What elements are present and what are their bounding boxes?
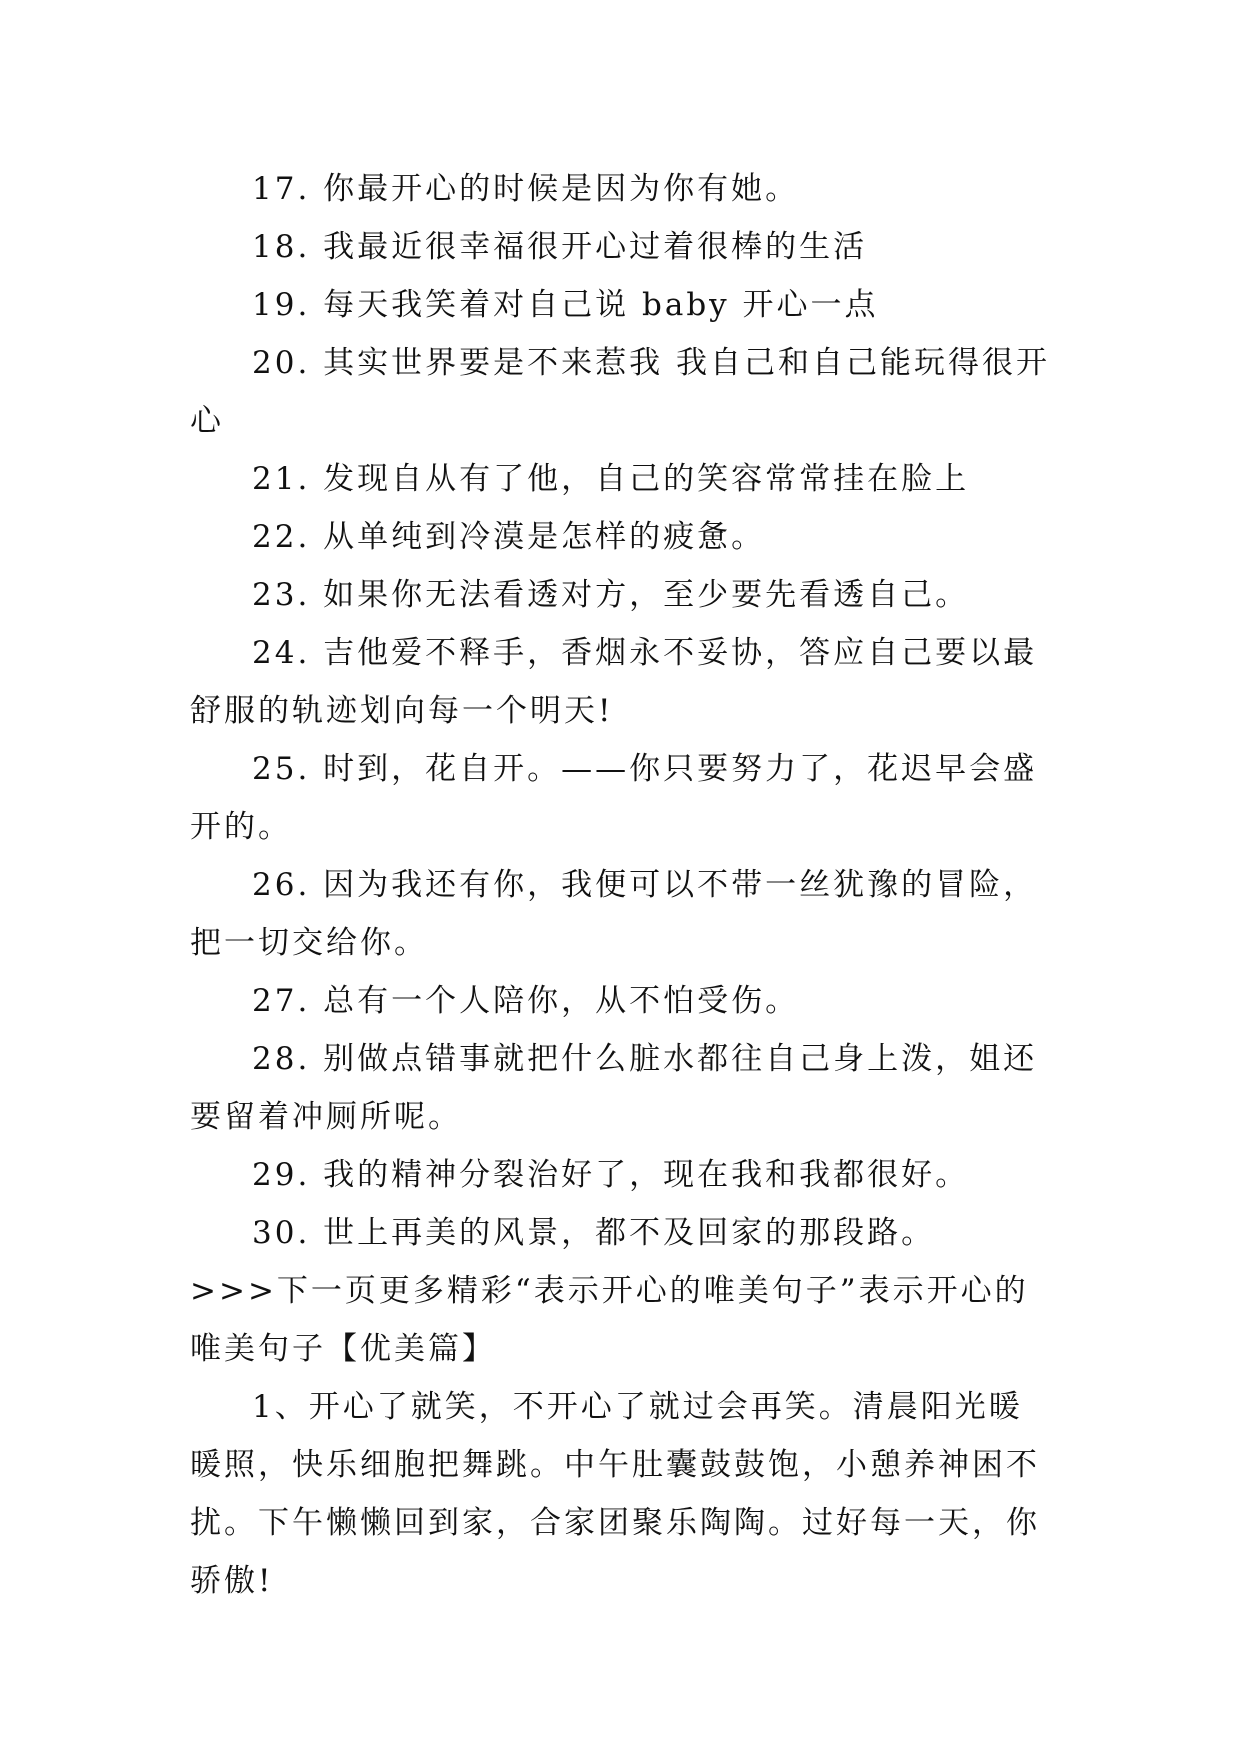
paragraph-27: 27. 总有一个人陪你，从不怕受伤。 <box>252 983 800 1019</box>
paragraph-22: 22. 从单纯到冷漠是怎样的疲惫。 <box>252 519 766 555</box>
paragraph-23: 23. 如果你无法看透对方，至少要先看透自己。 <box>252 577 970 613</box>
paragraph-25: 25. 时到，花自开。——你只要努力了，花迟早会盛开的。 <box>190 751 1038 845</box>
paragraph-17: 17. 你最开心的时候是因为你有她。 <box>252 171 800 207</box>
paragraph-28: 28. 别做点错事就把什么脏水都往自己身上泼，姐还要留着冲厕所呢。 <box>190 1041 1038 1135</box>
paragraph-20: 20. 其实世界要是不来惹我 我自己和自己能玩得很开心 <box>190 345 1051 439</box>
paragraph-29: 29. 我的精神分裂治好了，现在我和我都很好。 <box>252 1157 970 1193</box>
paragraph-21: 21. 发现自从有了他，自己的笑容常常挂在脸上 <box>252 461 970 497</box>
next-page-link-text: >>>下一页更多精彩“表示开心的唯美句子”表示开心的唯美句子【优美篇】 <box>190 1273 1029 1367</box>
document-body <box>190 160 1050 1610</box>
paragraph-30: 30. 世上再美的风景，都不及回家的那段路。 <box>252 1215 936 1251</box>
paragraph-1: 1、开心了就笑，不开心了就过会再笑。清晨阳光暖暖照，快乐细胞把舞跳。中午肚囊鼓鼓饱，小憩养神困不扰。下午懒懒回到家，合家团聚乐陶陶。过好每一天，你骄傲! <box>190 1389 1040 1599</box>
paragraph-18: 18. 我最近很幸福很开心过着很棒的生活 <box>252 229 868 265</box>
paragraph-24: 24. 吉他爱不释手，香烟永不妥协，答应自己要以最舒服的轨迹划向每一个明天! <box>190 635 1038 729</box>
paragraph-26: 26. 因为我还有你，我便可以不带一丝犹豫的冒险，把一切交给你。 <box>190 867 1038 961</box>
paragraph-19: 19. 每天我笑着对自己说 baby 开心一点 <box>252 287 879 323</box>
